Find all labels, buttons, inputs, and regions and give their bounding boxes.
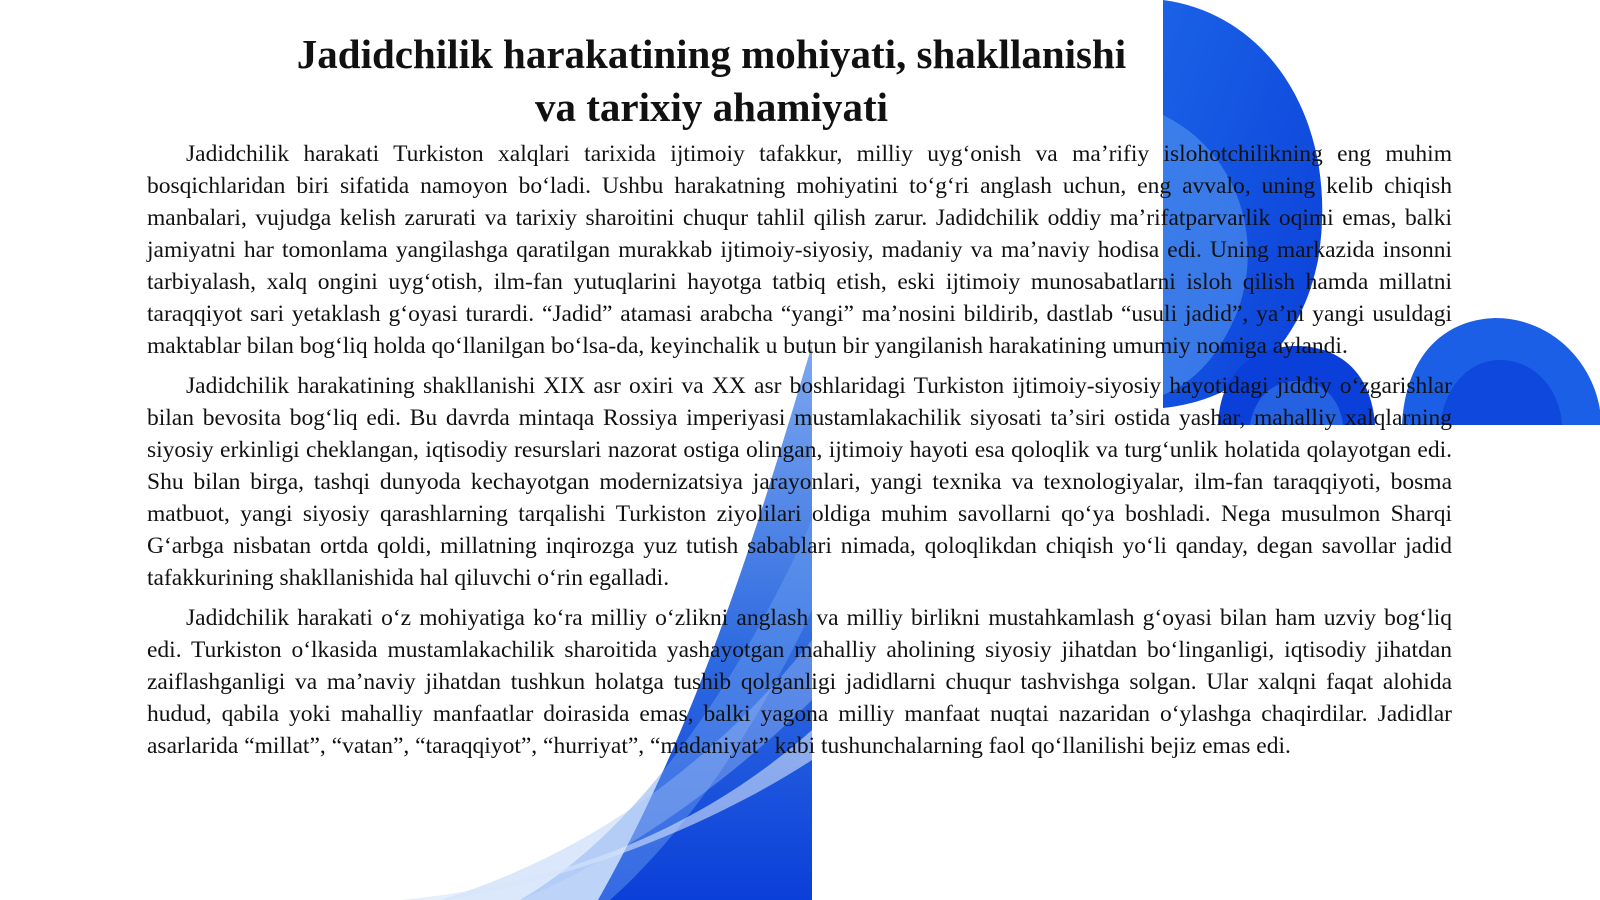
title-line-1: Jadidchilik harakatining mohiyati, shakllanishi [296,31,1127,77]
paragraph-1: Jadidchilik harakati Turkiston xalqlari tarixida ijtimoiy tafakkur, milliy uygʻonish va maʼrifiy islohotchilikning eng muhim bosqichlaridan biri sifatida namoyon boʻladi. Ushbu harakatning mohiyatini toʻgʻri anglash uchun, eng avvalo, uning kelib chiqish manbalari, vujudga kelish zarurati va tarixiy sharoitini chuqur tahlil qilish zarur. Jadidchilik oddiy maʼrifatparvarlik oqimi emas, balki jamiyatni har tomonlama yangilashga qaratilgan murakkab ijtimoiy-siyosiy, madaniy va maʼnaviy hodisa edi. Uning markazida insonni tarbiyalash, xalq ongini uygʻotish, ilm-fan yutuqlarini hayotga tatbiq etish, eski ijtimoiy munosabatlarni isloh qilish hamda millatni taraqqiyot sari yetaklash gʻoyasi turardi. “Jadid” atamasi arabcha “yangi” maʼnosini bildirib, dastlab “usuli jadid”, yaʼni yangi usuldagi maktablar bilan bogʻliq holda qoʻllanilgan boʻlsa-da, keyinchalik u butun bir yangilanish harakatining umumiy nomiga aylandi. [147,141,1452,359]
paragraph-3: Jadidchilik harakati oʻz mohiyatiga koʻra milliy oʻzlikni anglash va milliy birlikni mustahkamlash gʻoyasi bilan ham uzviy bogʻliq edi. Turkiston oʻlkasida mustamlakachilik sharoitida yashayotgan mahalliy aholining siyosiy jihatdan boʻlinganligi, iqtisodiy jihatdan zaiflashganligi va maʼnaviy jihatdan tushkun holatga tushib qolganligi jadidlarni chuqur tashvishga solgan. Ular xalqni faqat alohida hudud, qabila yoki mahalliy manfaatlar doirasida emas, balki yagona milliy manfaat nuqtai nazaridan oʻylashga chaqirdilar. Jadidlar asarlarida “millat”, “vatan”, “taraqqiyot”, “hurriyat”, “madaniyat” kabi tushunchalarning faol qoʻllanilishi bejiz emas edi. [147,605,1452,759]
page-title [200,28,1223,134]
paragraph-2: Jadidchilik harakatining shakllanishi XIX asr oxiri va XX asr boshlaridagi Turkiston ijtimoiy-siyosiy hayotidagi jiddiy oʻzgarishlar bilan bevosita bogʻliq edi. Bu davrda mintaqa Rossiya imperiyasi mustamlakachilik siyosati taʼsiri ostida yashar, mahalliy xalqlarning siyosiy erkinligi cheklangan, iqtisodiy resurslari nazorat ostiga olingan, ijtimoiy hayoti esa qoloqlik va turgʻunlik holatida qolayotgan edi. Shu bilan birga, tashqi dunyoda kechayotgan modernizatsiya jarayonlari, yangi texnika va texnologiyalar, ilm-fan taraqqiyoti, bosma matbuot, yangi siyosiy qarashlarning tarqalishi Turkiston ziyolilari oldiga muhim savollarni qoʻya boshladi. Nega musulmon Sharqi Gʻarbga nisbatan ortda qoldi, millatning inqirozga yuz tutish sabablari nimada, qoloqlikdan chiqish yoʻli qanday, degan savollar jadid tafakkurining shakllanishida hal qiluvchi oʻrin egalladi. [147,373,1452,591]
body-text [147,138,1452,770]
title-line-2: va tarixiy ahamiyati [534,84,889,130]
